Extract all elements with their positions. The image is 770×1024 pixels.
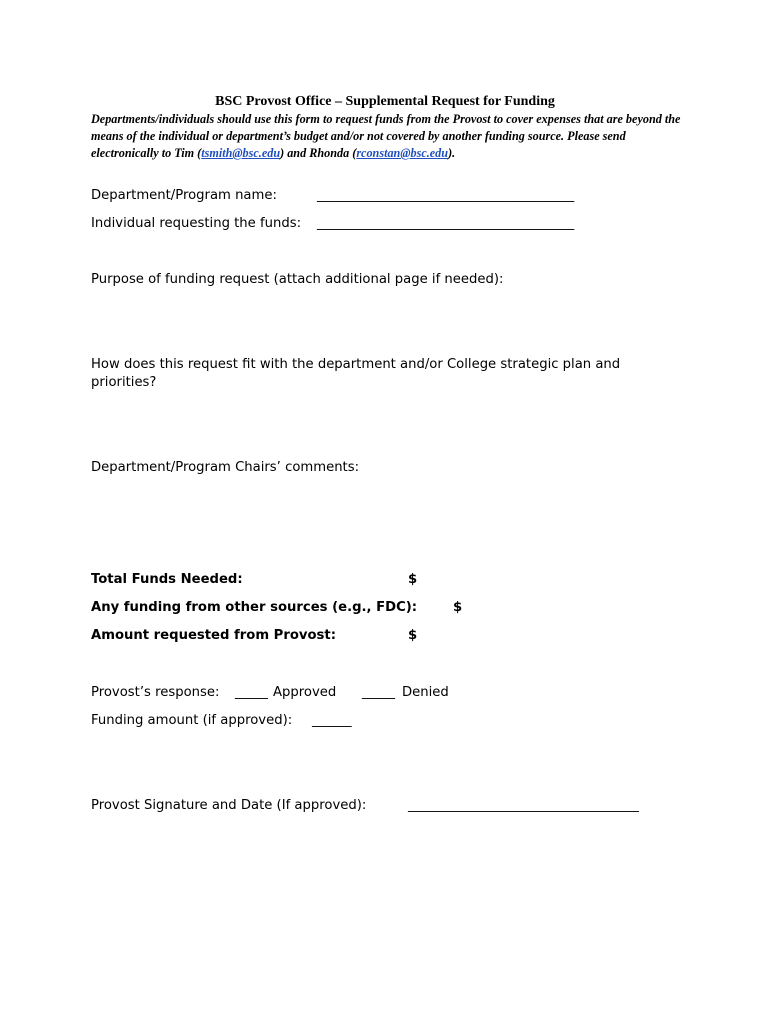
amount-requested-currency[interactable]: $: [408, 628, 418, 643]
form-title: BSC Provost Office – Supplemental Request for Funding: [215, 94, 555, 109]
department-blank[interactable]: _______________________________________: [317, 188, 575, 203]
intro-text-3: ).: [448, 146, 456, 160]
form-intro: [91, 111, 681, 162]
other-sources-label: Any funding from other sources (e.g., FDC):: [91, 600, 418, 615]
chairs-comments-label: Department/Program Chairs’ comments:: [91, 460, 360, 475]
provost-response-label: Provost’s response:: [91, 685, 220, 700]
department-field-row: [91, 187, 277, 205]
intro-text-1: Departments/individuals should use this form to request funds from the Provost to cover expenses that are beyond the means of the individual or department’s budget and/or not covered by another funding source. Please send electronically to Tim (: [91, 112, 681, 160]
individual-blank[interactable]: _______________________________________: [317, 216, 575, 231]
department-label: Department/Program name:: [91, 188, 277, 203]
approved-label: Approved: [273, 685, 337, 700]
individual-field-row: [91, 215, 301, 233]
intro-text-2: ) and Rhonda (: [280, 146, 357, 160]
strategic-plan-label: How does this request fit with the department and/or College strategic plan and priorities?: [91, 357, 621, 390]
signature-blank[interactable]: ___________________________________: [408, 798, 639, 813]
amount-requested-label: Amount requested from Provost:: [91, 628, 336, 643]
funding-amount-blank[interactable]: ______: [312, 713, 352, 728]
denied-label: Denied: [402, 685, 449, 700]
purpose-label: Purpose of funding request (attach additional page if needed):: [91, 272, 504, 287]
approved-blank[interactable]: _____: [235, 685, 268, 700]
individual-label: Individual requesting the funds:: [91, 216, 302, 231]
total-funds-currency[interactable]: $: [408, 572, 418, 587]
funding-amount-label: Funding amount (if approved):: [91, 713, 293, 728]
email-link-tim[interactable]: tsmith@bsc.edu: [201, 146, 281, 160]
other-sources-currency[interactable]: $: [453, 600, 463, 615]
signature-label: Provost Signature and Date (If approved):: [91, 798, 367, 813]
total-funds-label: Total Funds Needed:: [91, 572, 243, 587]
email-link-rhonda[interactable]: rconstan@bsc.edu: [356, 146, 449, 160]
denied-blank[interactable]: _____: [362, 685, 395, 700]
